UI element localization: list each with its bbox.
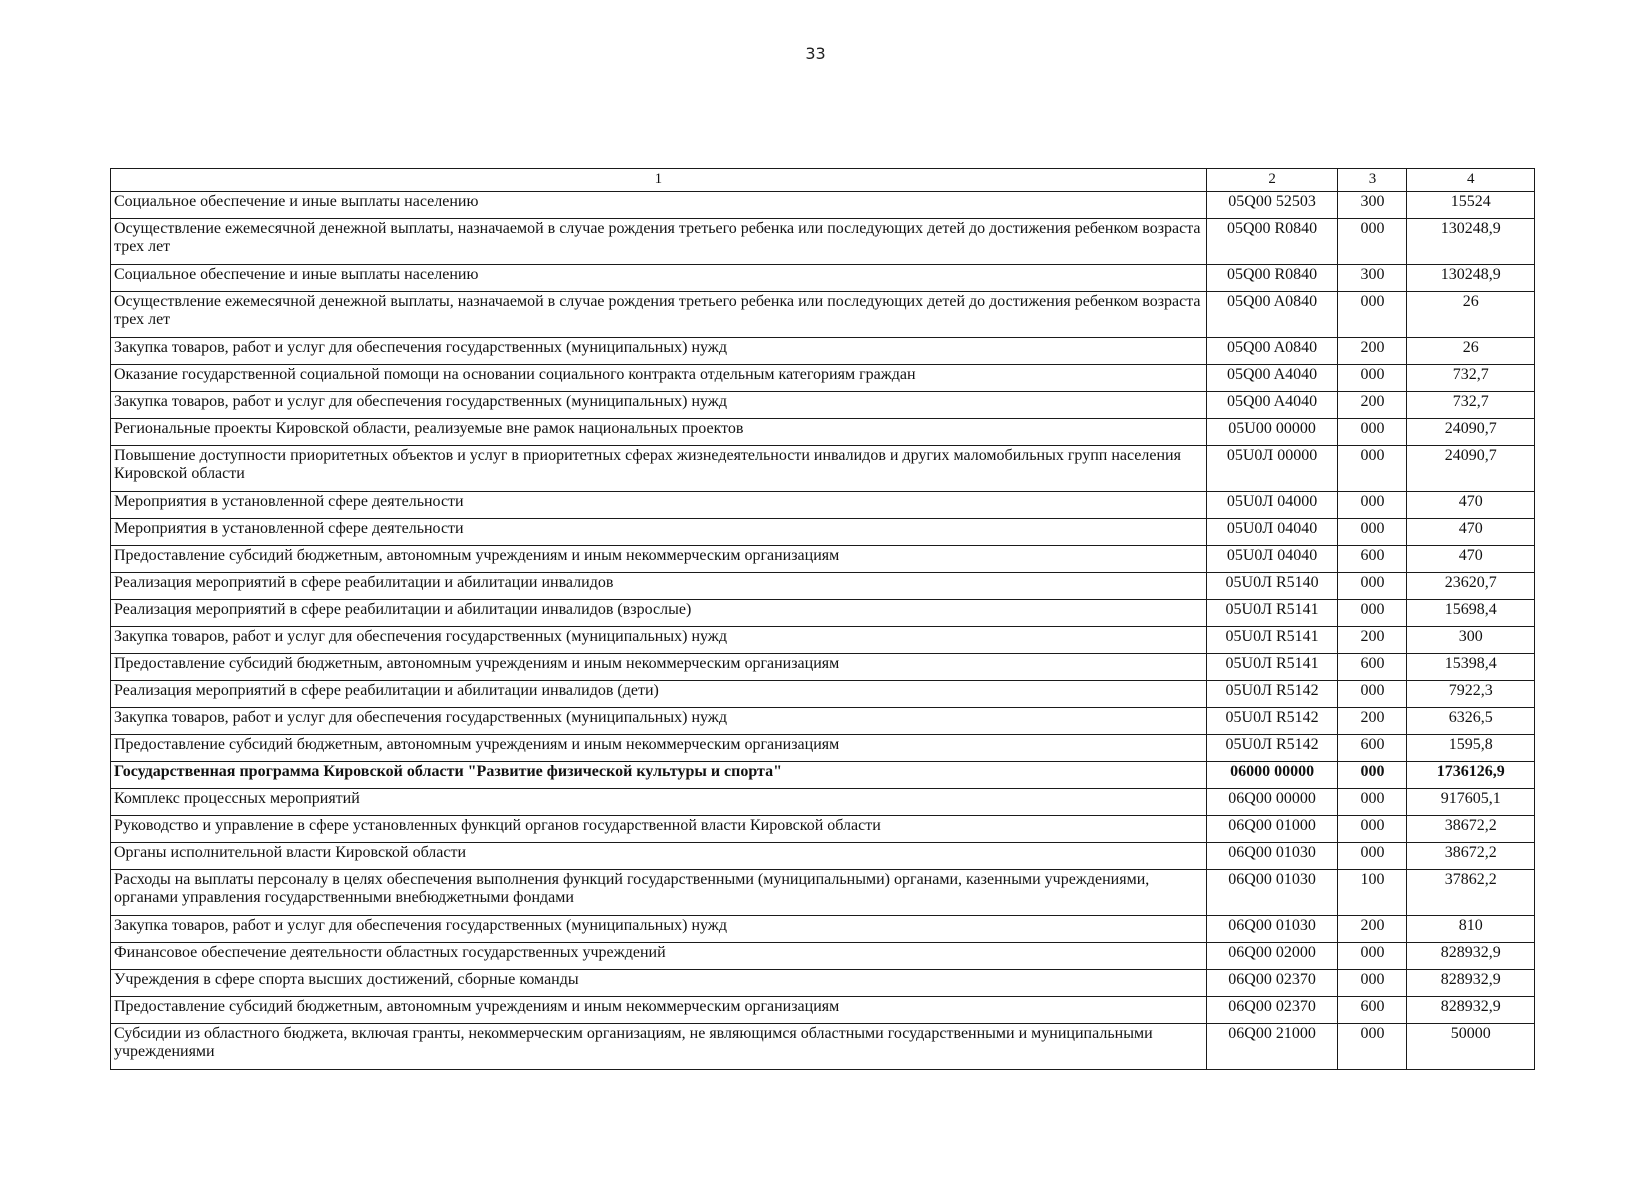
table-row (111, 916, 1535, 943)
row-type-cell: 300 (1338, 265, 1407, 292)
row-code-cell: 05Q00 A4040 (1206, 392, 1338, 419)
column-header-1: 1 (111, 169, 1207, 192)
row-name-cell: Предоставление субсидий бюджетным, автономным учреждениям и иным некоммерческим организациям (111, 546, 1207, 573)
row-code-cell: 06Q00 01030 (1206, 870, 1338, 916)
row-code-cell: 05U0Л 00000 (1206, 446, 1338, 492)
row-type-cell: 000 (1338, 219, 1407, 265)
row-amount-cell: 1736126,9 (1407, 762, 1535, 789)
row-code-cell: 05Q00 R0840 (1206, 219, 1338, 265)
row-code-cell: 05U0Л R5141 (1206, 627, 1338, 654)
row-code-cell: 06Q00 01030 (1206, 843, 1338, 870)
row-type-cell: 000 (1338, 419, 1407, 446)
row-amount-cell: 470 (1407, 492, 1535, 519)
row-type-cell: 000 (1338, 292, 1407, 338)
row-code-cell: 05U0Л R5142 (1206, 735, 1338, 762)
row-name-cell: Закупка товаров, работ и услуг для обеспечения государственных (муниципальных) нужд (111, 916, 1207, 943)
table-row (111, 338, 1535, 365)
row-name-cell: Закупка товаров, работ и услуг для обеспечения государственных (муниципальных) нужд (111, 338, 1207, 365)
row-type-cell: 000 (1338, 492, 1407, 519)
budget-table (110, 168, 1535, 1070)
row-name-cell: Предоставление субсидий бюджетным, автономным учреждениям и иным некоммерческим организациям (111, 735, 1207, 762)
row-type-cell: 600 (1338, 735, 1407, 762)
table-row (111, 762, 1535, 789)
table-row (111, 446, 1535, 492)
row-amount-cell: 130248,9 (1407, 265, 1535, 292)
row-code-cell: 06Q00 02000 (1206, 943, 1338, 970)
table-row (111, 943, 1535, 970)
row-name-cell: Повышение доступности приоритетных объектов и услуг в приоритетных сферах жизнедеятельности инвалидов и других маломобильных групп населения Кировской области (111, 446, 1207, 492)
row-name-cell: Осуществление ежемесячной денежной выплаты, назначаемой в случае рождения третьего ребенка или последующих детей до достижения ребенком возраста трех лет (111, 219, 1207, 265)
row-name-cell: Руководство и управление в сфере установленных функций органов государственной власти Кировской области (111, 816, 1207, 843)
table-row (111, 735, 1535, 762)
row-name-cell: Оказание государственной социальной помощи на основании социального контракта отдельным категориям граждан (111, 365, 1207, 392)
row-name-cell: Мероприятия в установленной сфере деятельности (111, 519, 1207, 546)
row-type-cell: 000 (1338, 789, 1407, 816)
row-code-cell: 05U0Л R5142 (1206, 708, 1338, 735)
column-header-4: 4 (1407, 169, 1535, 192)
row-amount-cell: 732,7 (1407, 365, 1535, 392)
row-amount-cell: 26 (1407, 292, 1535, 338)
row-type-cell: 000 (1338, 843, 1407, 870)
row-name-cell: Региональные проекты Кировской области, реализуемые вне рамок национальных проектов (111, 419, 1207, 446)
row-type-cell: 100 (1338, 870, 1407, 916)
table-row (111, 843, 1535, 870)
row-name-cell: Предоставление субсидий бюджетным, автономным учреждениям и иным некоммерческим организациям (111, 997, 1207, 1024)
row-code-cell: 06Q00 01030 (1206, 916, 1338, 943)
table-row (111, 600, 1535, 627)
table-body (111, 192, 1535, 1070)
row-name-cell: Мероприятия в установленной сфере деятельности (111, 492, 1207, 519)
row-type-cell: 600 (1338, 997, 1407, 1024)
row-code-cell: 05Q00 R0840 (1206, 265, 1338, 292)
row-amount-cell: 15398,4 (1407, 654, 1535, 681)
row-amount-cell: 24090,7 (1407, 419, 1535, 446)
table-row (111, 1024, 1535, 1070)
row-code-cell: 06Q00 02370 (1206, 997, 1338, 1024)
table-row (111, 997, 1535, 1024)
row-amount-cell: 130248,9 (1407, 219, 1535, 265)
row-amount-cell: 1595,8 (1407, 735, 1535, 762)
row-amount-cell: 917605,1 (1407, 789, 1535, 816)
row-code-cell: 05Q00 A4040 (1206, 365, 1338, 392)
row-code-cell: 06000 00000 (1206, 762, 1338, 789)
row-name-cell: Расходы на выплаты персоналу в целях обеспечения выполнения функций государственными (муниципальными) органами, казенными учреждениями, органами управления государственными внебюджетными фондами (111, 870, 1207, 916)
row-type-cell: 200 (1338, 392, 1407, 419)
table-row (111, 492, 1535, 519)
table-row (111, 627, 1535, 654)
row-name-cell: Государственная программа Кировской области "Развитие физической культуры и спорта" (111, 762, 1207, 789)
row-type-cell: 200 (1338, 338, 1407, 365)
row-code-cell: 06Q00 01000 (1206, 816, 1338, 843)
table-header-row (111, 169, 1535, 192)
row-name-cell: Социальное обеспечение и иные выплаты населению (111, 265, 1207, 292)
row-amount-cell: 828932,9 (1407, 997, 1535, 1024)
row-amount-cell: 810 (1407, 916, 1535, 943)
row-amount-cell: 6326,5 (1407, 708, 1535, 735)
row-type-cell: 600 (1338, 546, 1407, 573)
table-row (111, 970, 1535, 997)
table-row (111, 519, 1535, 546)
row-type-cell: 000 (1338, 762, 1407, 789)
row-amount-cell: 37862,2 (1407, 870, 1535, 916)
row-type-cell: 200 (1338, 916, 1407, 943)
table-row (111, 392, 1535, 419)
row-code-cell: 05U0Л 04000 (1206, 492, 1338, 519)
column-header-2: 2 (1206, 169, 1338, 192)
row-type-cell: 000 (1338, 681, 1407, 708)
row-amount-cell: 828932,9 (1407, 943, 1535, 970)
row-amount-cell: 38672,2 (1407, 816, 1535, 843)
row-type-cell: 000 (1338, 365, 1407, 392)
table-row (111, 816, 1535, 843)
page-number: 33 (805, 44, 826, 63)
row-code-cell: 05U0Л 04040 (1206, 519, 1338, 546)
row-name-cell: Осуществление ежемесячной денежной выплаты, назначаемой в случае рождения третьего ребенка или последующих детей до достижения ребенком возраста трех лет (111, 292, 1207, 338)
row-name-cell: Закупка товаров, работ и услуг для обеспечения государственных (муниципальных) нужд (111, 627, 1207, 654)
table-row (111, 708, 1535, 735)
row-name-cell: Социальное обеспечение и иные выплаты населению (111, 192, 1207, 219)
row-amount-cell: 828932,9 (1407, 970, 1535, 997)
row-amount-cell: 732,7 (1407, 392, 1535, 419)
row-type-cell: 000 (1338, 573, 1407, 600)
row-type-cell: 200 (1338, 708, 1407, 735)
row-amount-cell: 38672,2 (1407, 843, 1535, 870)
row-name-cell: Финансовое обеспечение деятельности областных государственных учреждений (111, 943, 1207, 970)
row-code-cell: 06Q00 21000 (1206, 1024, 1338, 1070)
row-code-cell: 05U0Л R5141 (1206, 600, 1338, 627)
row-code-cell: 05Q00 52503 (1206, 192, 1338, 219)
row-name-cell: Реализация мероприятий в сфере реабилитации и абилитации инвалидов (111, 573, 1207, 600)
row-name-cell: Закупка товаров, работ и услуг для обеспечения государственных (муниципальных) нужд (111, 392, 1207, 419)
row-name-cell: Предоставление субсидий бюджетным, автономным учреждениям и иным некоммерческим организациям (111, 654, 1207, 681)
row-type-cell: 600 (1338, 654, 1407, 681)
table-row (111, 573, 1535, 600)
table-row (111, 219, 1535, 265)
row-amount-cell: 7922,3 (1407, 681, 1535, 708)
row-type-cell: 300 (1338, 192, 1407, 219)
column-header-3: 3 (1338, 169, 1407, 192)
row-code-cell: 05Q00 A0840 (1206, 338, 1338, 365)
row-amount-cell: 15524 (1407, 192, 1535, 219)
row-amount-cell: 300 (1407, 627, 1535, 654)
row-type-cell: 000 (1338, 600, 1407, 627)
row-amount-cell: 15698,4 (1407, 600, 1535, 627)
row-type-cell: 000 (1338, 1024, 1407, 1070)
row-code-cell: 05Q00 A0840 (1206, 292, 1338, 338)
row-name-cell: Закупка товаров, работ и услуг для обеспечения государственных (муниципальных) нужд (111, 708, 1207, 735)
table-row (111, 192, 1535, 219)
row-code-cell: 05U0Л R5142 (1206, 681, 1338, 708)
table-row (111, 789, 1535, 816)
row-type-cell: 000 (1338, 519, 1407, 546)
row-amount-cell: 26 (1407, 338, 1535, 365)
table-row (111, 546, 1535, 573)
table-row (111, 870, 1535, 916)
row-name-cell: Органы исполнительной власти Кировской области (111, 843, 1207, 870)
row-name-cell: Субсидии из областного бюджета, включая гранты, некоммерческим организациям, не являющимся областными государственными и муниципальными учреждениями (111, 1024, 1207, 1070)
row-amount-cell: 24090,7 (1407, 446, 1535, 492)
row-type-cell: 000 (1338, 943, 1407, 970)
row-type-cell: 000 (1338, 970, 1407, 997)
row-type-cell: 000 (1338, 816, 1407, 843)
row-name-cell: Реализация мероприятий в сфере реабилитации и абилитации инвалидов (дети) (111, 681, 1207, 708)
row-name-cell: Комплекс процессных мероприятий (111, 789, 1207, 816)
row-name-cell: Реализация мероприятий в сфере реабилитации и абилитации инвалидов (взрослые) (111, 600, 1207, 627)
row-code-cell: 06Q00 00000 (1206, 789, 1338, 816)
row-code-cell: 05U00 00000 (1206, 419, 1338, 446)
table-row (111, 419, 1535, 446)
table-row (111, 265, 1535, 292)
row-amount-cell: 470 (1407, 519, 1535, 546)
row-code-cell: 06Q00 02370 (1206, 970, 1338, 997)
row-type-cell: 000 (1338, 446, 1407, 492)
row-code-cell: 05U0Л R5140 (1206, 573, 1338, 600)
table-row (111, 292, 1535, 338)
table-row (111, 654, 1535, 681)
row-name-cell: Учреждения в сфере спорта высших достижений, сборные команды (111, 970, 1207, 997)
row-type-cell: 200 (1338, 627, 1407, 654)
row-amount-cell: 50000 (1407, 1024, 1535, 1070)
row-amount-cell: 23620,7 (1407, 573, 1535, 600)
table-row (111, 365, 1535, 392)
row-amount-cell: 470 (1407, 546, 1535, 573)
row-code-cell: 05U0Л R5141 (1206, 654, 1338, 681)
row-code-cell: 05U0Л 04040 (1206, 546, 1338, 573)
table-row (111, 681, 1535, 708)
